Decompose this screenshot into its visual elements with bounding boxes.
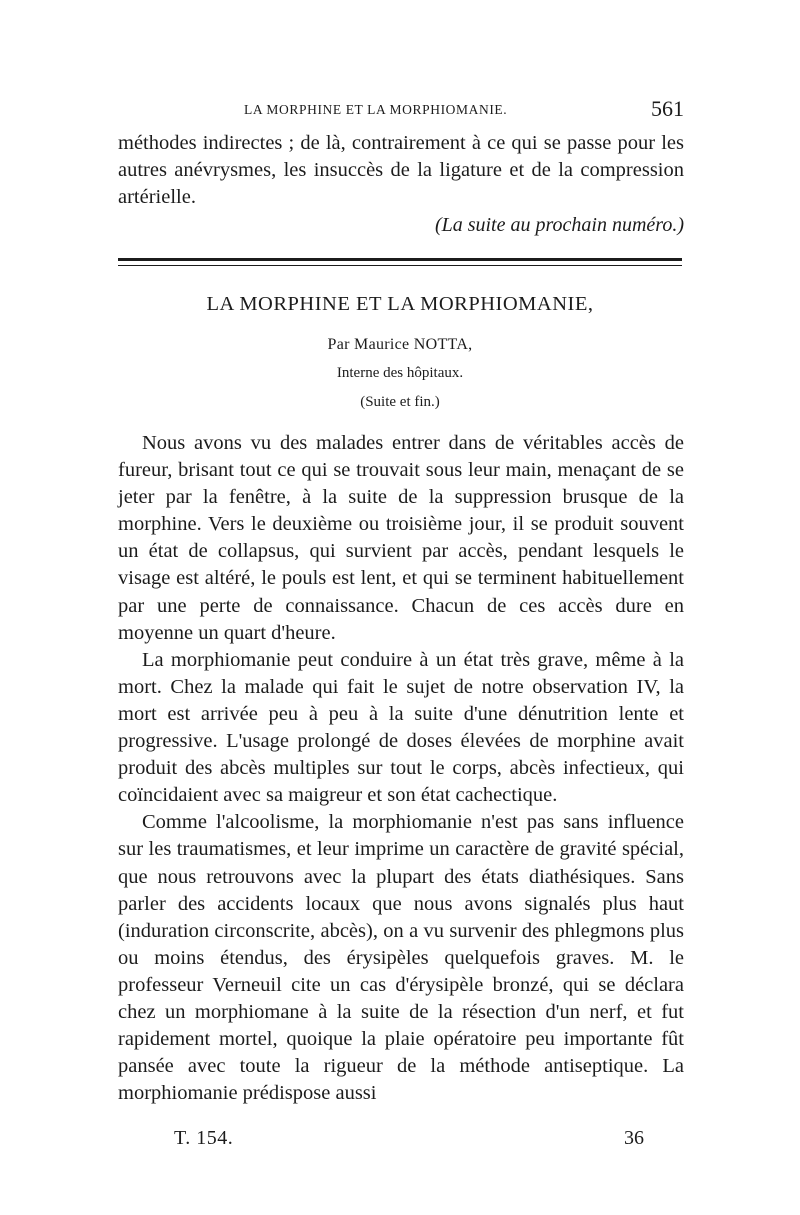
running-title: LA MORPHINE ET LA MORPHIOMANIE. [244,102,508,117]
article-body [118,430,684,1107]
section-divider-thick [118,258,682,261]
section-divider-thin [118,265,682,266]
article-title: LA MORPHINE ET LA MORPHIOMANIE, [206,293,594,315]
printer-signature: 36 [624,1127,644,1149]
running-footer [174,1127,644,1153]
previous-article-closing [118,130,684,211]
article-byline: Par Maurice NOTTA, [327,336,473,353]
page-number: 561 [651,96,684,121]
running-header [118,96,684,126]
closing-paragraph: méthodes indirectes ; de là, contrairement à ce qui se passe pour les autres anévrysmes, les insuccès de la ligature et de la compression artérielle. [118,132,684,209]
continuation-note: (Suite et fin.) [360,394,440,410]
body-paragraph: Nous avons vu des malades entrer dans de véritables accès de fureur, brisant tout ce qui se trouvait sous leur main, menaçant de se jeter par la fenêtre, à la suite de la suppression brusque de la morphine. Vers le deuxième ou troisième jour, il se produit souvent un état de collapsus, qui survient par accès, pendant lesquels le visage est altéré, le pouls est lent, et qui se terminent habituellement par une perte de connaissance. Chacun de ces accès dure en moyenne un quart d'heure. [118,432,684,644]
continued-note: (La suite au prochain numéro.) [434,214,684,236]
volume-number: T. 154. [174,1127,234,1149]
body-paragraph: Comme l'alcoolisme, la morphiomanie n'est pas sans influence sur les traumatismes, et leur imprime un caractère de gravité spécial, que nous retrouvons avec la plupart des états diathésiques. Sans parler des accidents locaux que nous avons signalés plus haut (induration circonscrite, abcès), on a vu survenir des phlegmons plus ou moins étendus, des érysipèles quelquefois graves. M. le professeur Verneuil cite un cas d'érysipèle bronzé, qui se déclara chez un morphiomane à la suite de la résection d'un nerf, et fut rapidement mortel, quoique la plaie opératoire peu importante fût pansée avec toute la rigueur de la méthode antiseptique. La morphiomanie prédispose aussi [118,811,684,1105]
author-affiliation: Interne des hôpitaux. [336,365,464,381]
body-paragraph: La morphiomanie peut conduire à un état très grave, même à la mort. Chez la malade qui fait le sujet de notre observation IV, la mort est arrivée peu à peu à la suite d'une dénutrition lente et progressive. L'usage prolongé de doses élevées de morphine avait produit des abcès multiples sur tout le corps, abcès infectieux, qui coïncidaient avec sa maigreur et son état cachectique. [118,648,684,807]
